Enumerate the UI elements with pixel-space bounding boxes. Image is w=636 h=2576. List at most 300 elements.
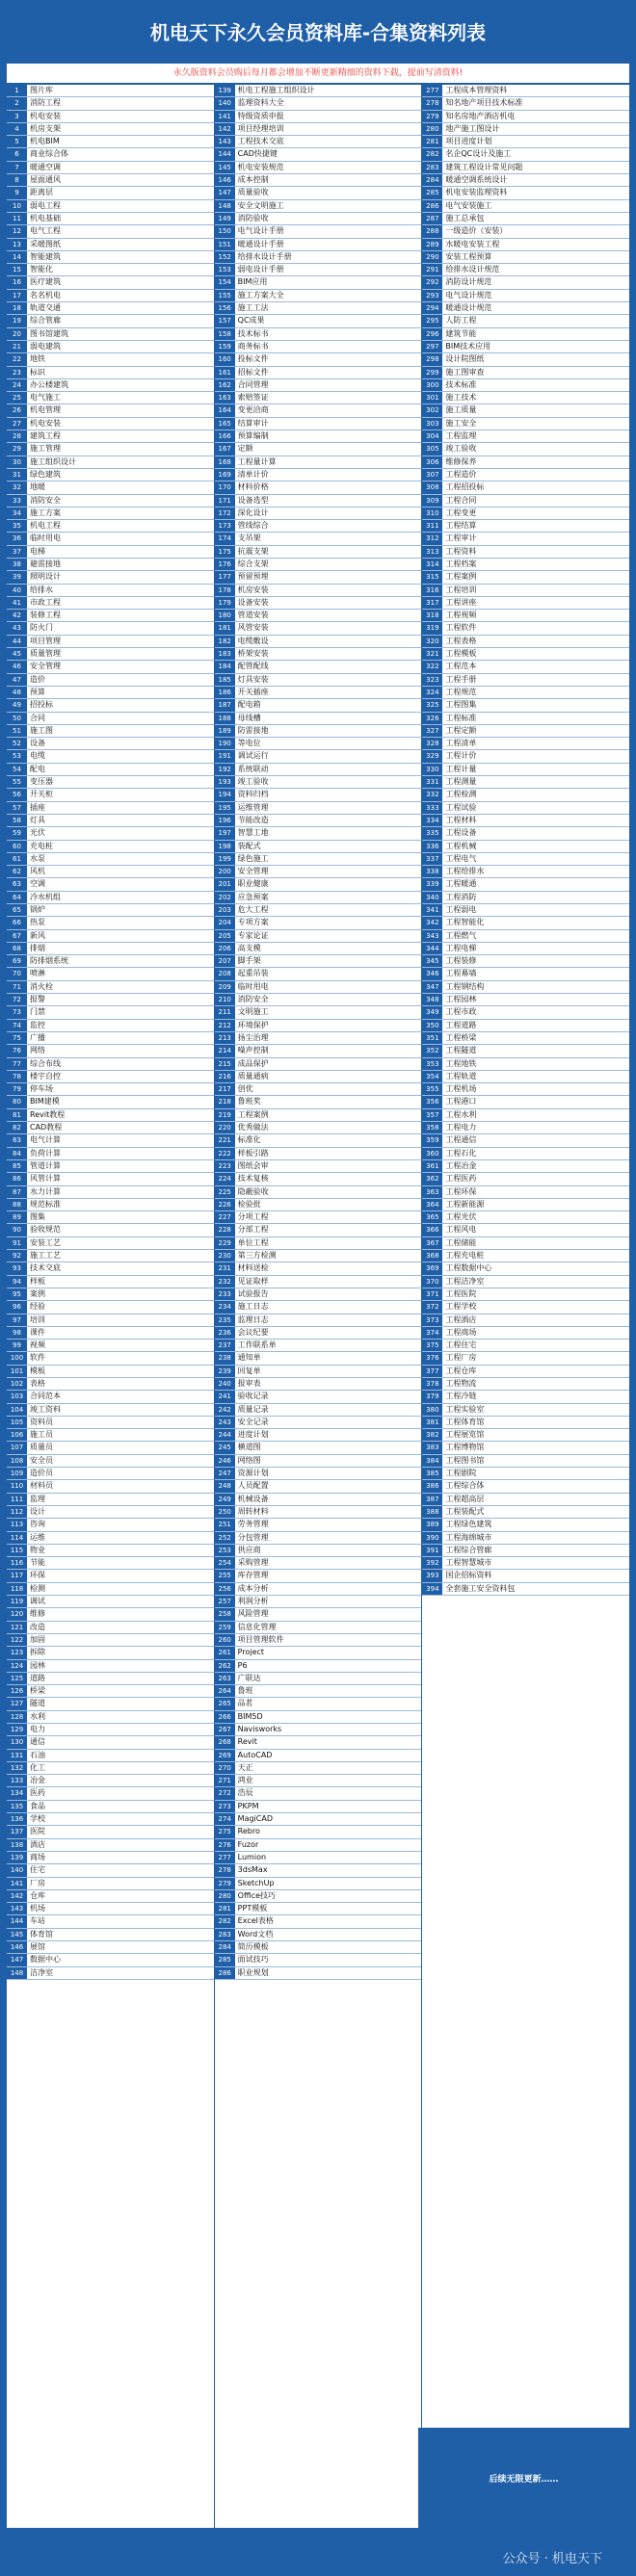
catalog-row — [215, 290, 422, 302]
row-title: 消防工程 — [30, 98, 61, 108]
row-title: 投标文件 — [237, 354, 269, 364]
row-title: 暖通设计规范 — [445, 303, 492, 313]
row-title: 商场 — [30, 1852, 45, 1861]
catalog-row — [7, 1583, 214, 1596]
row-number: 324 — [422, 687, 442, 698]
row-number: 94 — [7, 1276, 27, 1288]
row-title: 一级造价（安装） — [445, 226, 508, 236]
row-number: 126 — [7, 1685, 27, 1697]
row-number: 250 — [215, 1506, 235, 1518]
catalog-row — [422, 597, 629, 610]
catalog-row — [422, 187, 629, 199]
catalog-row — [215, 1532, 422, 1545]
row-number: 293 — [422, 290, 442, 301]
row-number: 191 — [215, 750, 235, 762]
row-number: 77 — [7, 1058, 27, 1070]
row-number: 321 — [422, 648, 442, 660]
row-title: 工程地铁 — [445, 1058, 477, 1068]
catalog-row — [7, 162, 214, 174]
row-number: 70 — [7, 968, 27, 979]
row-title: 临时用电 — [237, 981, 269, 991]
catalog-row — [215, 1852, 422, 1864]
catalog-row — [215, 1570, 422, 1582]
row-title: 建筑工程 — [30, 431, 61, 441]
catalog-row — [7, 251, 214, 264]
row-number: 312 — [422, 533, 442, 544]
row-title: 样板引路 — [237, 1148, 269, 1158]
row-number: 122 — [7, 1634, 27, 1646]
catalog-row — [215, 239, 422, 251]
catalog-row — [422, 725, 629, 738]
catalog-row — [215, 943, 422, 955]
row-title: 工程园林 — [445, 995, 477, 1004]
row-number: 372 — [422, 1301, 442, 1313]
row-number: 278 — [422, 97, 442, 109]
row-number: 264 — [215, 1685, 235, 1697]
row-title: 名名机电 — [30, 290, 61, 299]
row-title: Revit — [237, 1737, 257, 1747]
row-number: 218 — [215, 1096, 235, 1107]
row-number: 227 — [215, 1211, 235, 1223]
row-number: 253 — [215, 1545, 235, 1556]
row-number: 267 — [215, 1724, 235, 1735]
row-number: 199 — [215, 853, 235, 865]
catalog-row — [7, 1276, 214, 1288]
catalog-row — [422, 174, 629, 187]
row-title: 经验 — [30, 1302, 45, 1312]
row-number: 10 — [7, 200, 27, 212]
row-number: 223 — [215, 1160, 235, 1172]
row-title: 监控 — [30, 1020, 45, 1029]
row-title: 工程监理 — [445, 431, 477, 441]
catalog-row — [422, 111, 629, 123]
catalog-row — [215, 1750, 422, 1762]
row-title: 工程通信 — [445, 1135, 477, 1145]
row-title: 办公楼建筑 — [30, 379, 68, 389]
row-title: 软件 — [30, 1353, 45, 1363]
row-number: 210 — [215, 994, 235, 1005]
row-title: 机场 — [30, 1904, 45, 1913]
catalog-row — [215, 571, 422, 584]
catalog-row — [215, 1813, 422, 1826]
catalog-row — [215, 1211, 422, 1224]
row-number: 224 — [215, 1173, 235, 1184]
row-title: Revit教程 — [30, 1109, 66, 1119]
catalog-row — [215, 187, 422, 199]
catalog-row — [215, 661, 422, 673]
catalog-row — [215, 1954, 422, 1966]
row-title: 结算审计 — [237, 418, 269, 428]
catalog-row — [422, 85, 629, 97]
row-number: 386 — [422, 1480, 442, 1492]
row-number: 146 — [215, 174, 235, 186]
catalog-row — [422, 1288, 629, 1301]
catalog-row — [422, 392, 629, 404]
catalog-row — [422, 738, 629, 750]
catalog-row — [7, 239, 214, 251]
row-title: 智能化 — [30, 265, 53, 274]
row-number: 179 — [215, 597, 235, 609]
row-number: 50 — [7, 713, 27, 724]
row-title: 工程综合管廊 — [445, 1545, 492, 1554]
catalog-row — [422, 1468, 629, 1480]
row-title: 维修保养 — [445, 456, 477, 466]
catalog-row — [422, 1122, 629, 1134]
row-title: 专家论证 — [237, 930, 269, 940]
catalog-row — [422, 367, 629, 379]
row-title: 施工工艺 — [30, 1251, 61, 1261]
catalog-row — [422, 328, 629, 341]
row-title: 新风 — [30, 930, 45, 940]
catalog-row — [215, 430, 422, 443]
catalog-row — [215, 328, 422, 341]
row-title: 人防工程 — [445, 316, 477, 325]
catalog-row — [7, 1532, 214, 1545]
row-title: QC成果 — [237, 316, 265, 325]
row-number: 237 — [215, 1340, 235, 1351]
catalog-row — [422, 815, 629, 827]
row-number: 59 — [7, 827, 27, 839]
row-number: 41 — [7, 597, 27, 609]
row-number: 71 — [7, 981, 27, 993]
row-title: 工程变更 — [445, 507, 477, 517]
catalog-row — [215, 1186, 422, 1199]
catalog-row — [215, 1455, 422, 1468]
row-number: 38 — [7, 559, 27, 570]
catalog-row — [7, 225, 214, 238]
row-number: 368 — [422, 1250, 442, 1262]
row-title: 项目管理 — [30, 636, 61, 645]
catalog-row — [7, 1237, 214, 1250]
row-number: 112 — [7, 1506, 27, 1518]
row-title: 分项工程 — [237, 1212, 269, 1222]
row-number: 87 — [7, 1186, 27, 1198]
catalog-row — [7, 1724, 214, 1736]
catalog-row — [7, 367, 214, 379]
catalog-row — [7, 1494, 214, 1506]
catalog-row — [422, 1276, 629, 1288]
row-number: 37 — [7, 546, 27, 558]
row-number: 367 — [422, 1237, 442, 1249]
row-number: 359 — [422, 1134, 442, 1146]
row-title: 深化设计 — [237, 507, 269, 517]
row-number: 177 — [215, 571, 235, 583]
catalog-row — [7, 764, 214, 776]
catalog-row — [7, 315, 214, 327]
catalog-row — [422, 1494, 629, 1506]
row-number: 245 — [215, 1442, 235, 1453]
row-number: 148 — [215, 200, 235, 212]
row-number: 128 — [7, 1711, 27, 1723]
row-title: 配电 — [30, 764, 45, 773]
row-title: 工程范本 — [445, 662, 477, 671]
row-title: 起重吊装 — [237, 969, 269, 978]
row-number: 384 — [422, 1455, 442, 1467]
catalog-row — [215, 559, 422, 571]
row-number: 109 — [7, 1468, 27, 1479]
row-title: 咨询 — [30, 1520, 45, 1529]
catalog-row — [7, 1417, 214, 1429]
row-number: 232 — [215, 1276, 235, 1288]
row-title: 报审表 — [237, 1378, 261, 1388]
row-title: 工程表格 — [445, 636, 477, 645]
row-title: 工程图集 — [445, 700, 477, 710]
row-number: 284 — [215, 1941, 235, 1953]
row-title: 工程水利 — [445, 1109, 477, 1119]
catalog-row — [215, 1276, 422, 1288]
row-title: 给排水设计手册 — [237, 251, 292, 261]
catalog-row — [7, 1224, 214, 1236]
row-number: 319 — [422, 622, 442, 634]
catalog-row — [7, 1173, 214, 1185]
row-title: 工程设备 — [445, 828, 477, 838]
row-title: 质量通病 — [237, 1071, 269, 1080]
row-title: 标识 — [30, 367, 45, 377]
row-title: 供应商 — [237, 1545, 261, 1554]
row-title: 简历模板 — [237, 1942, 269, 1952]
catalog-row — [215, 341, 422, 353]
row-title: 工程石化 — [445, 1148, 477, 1158]
row-number: 36 — [7, 533, 27, 544]
row-title: 水利 — [30, 1711, 45, 1721]
row-title: 危大工程 — [237, 905, 269, 914]
row-number: 336 — [422, 841, 442, 852]
row-title: 网络 — [30, 1046, 45, 1055]
row-number: 44 — [7, 636, 27, 647]
row-title: 第三方检测 — [237, 1251, 277, 1261]
row-title: 文明施工 — [237, 1007, 269, 1017]
row-title: 安装工艺 — [30, 1237, 61, 1247]
row-title: 招投标 — [30, 700, 53, 710]
row-title: 横道图 — [237, 1443, 261, 1452]
row-title: 扬尘治理 — [237, 1032, 269, 1042]
catalog-row — [215, 994, 422, 1006]
row-title: 分包管理 — [237, 1532, 269, 1542]
row-title: 工程学校 — [445, 1302, 477, 1312]
row-number: 342 — [422, 917, 442, 928]
catalog-row — [7, 687, 214, 699]
row-number: 184 — [215, 661, 235, 672]
notice-banner: 永久版资料会员购后每月都会增加不断更新精细的资料下载，提前写清资料! — [7, 64, 629, 83]
catalog-row — [422, 559, 629, 571]
row-title: 资源计划 — [237, 1469, 269, 1478]
row-number: 240 — [215, 1378, 235, 1390]
catalog-row — [7, 776, 214, 789]
row-number: 254 — [215, 1557, 235, 1569]
row-title: 地产施工图设计 — [445, 123, 500, 133]
row-number: 350 — [422, 1020, 442, 1031]
row-number: 151 — [215, 239, 235, 250]
row-title: 暖通空调 — [30, 162, 61, 171]
row-number: 282 — [422, 148, 442, 160]
row-title: 工程洁净室 — [445, 1276, 485, 1286]
catalog-row — [422, 661, 629, 673]
row-number: 169 — [215, 469, 235, 481]
row-number: 330 — [422, 764, 442, 775]
row-title: 造价员 — [30, 1469, 53, 1478]
catalog-row — [215, 1020, 422, 1032]
catalog-row — [7, 674, 214, 687]
catalog-row — [215, 713, 422, 725]
row-title: 高支模 — [237, 943, 261, 952]
row-title: 工程案例 — [445, 572, 477, 582]
row-number: 309 — [422, 495, 442, 507]
catalog-row — [422, 648, 629, 661]
catalog-row — [215, 1698, 422, 1710]
row-number: 343 — [422, 930, 442, 942]
row-number: 90 — [7, 1224, 27, 1236]
row-title: 材料送检 — [237, 1263, 269, 1273]
catalog-row — [215, 610, 422, 622]
row-title: 工程钢结构 — [445, 981, 485, 991]
row-number: 288 — [422, 225, 442, 237]
catalog-row — [215, 1314, 422, 1327]
catalog-row — [422, 1186, 629, 1199]
row-title: 暖通空调系统设计 — [445, 175, 508, 185]
row-number: 379 — [422, 1391, 442, 1402]
row-number: 42 — [7, 610, 27, 621]
row-title: 工程档案 — [445, 559, 477, 568]
row-title: 技术复核 — [237, 1174, 269, 1184]
row-title: 规范标准 — [30, 1199, 61, 1209]
catalog-row — [215, 148, 422, 161]
row-title: 工程电梯 — [445, 943, 477, 952]
catalog-row — [422, 1134, 629, 1147]
catalog-row — [7, 379, 214, 392]
row-number: 52 — [7, 738, 27, 749]
row-title: 机电安装监理资料 — [445, 188, 508, 197]
catalog-row — [422, 379, 629, 392]
row-title: 绿色建筑 — [30, 469, 61, 479]
row-title: 竣工资料 — [30, 1404, 61, 1414]
catalog-row — [422, 533, 629, 545]
row-title: 工程案例 — [237, 1109, 269, 1119]
row-number: 315 — [422, 571, 442, 583]
row-title: 消防设计规范 — [445, 277, 492, 287]
catalog-row — [422, 968, 629, 980]
row-title: 采购管理 — [237, 1558, 269, 1568]
catalog-row — [422, 878, 629, 891]
row-title: 通信 — [30, 1737, 45, 1747]
catalog-row — [422, 302, 629, 315]
catalog-row — [422, 841, 629, 853]
catalog-row — [215, 1801, 422, 1813]
row-number: 188 — [215, 713, 235, 724]
row-title: 招标文件 — [237, 367, 269, 377]
row-number: 156 — [215, 302, 235, 314]
row-title: BIM建模 — [30, 1097, 60, 1106]
catalog-row — [215, 1480, 422, 1493]
catalog-row — [7, 878, 214, 891]
row-number: 333 — [422, 802, 442, 814]
catalog-row — [422, 481, 629, 494]
row-number: 28 — [7, 430, 27, 442]
row-title: 应急预案 — [237, 892, 269, 901]
row-title: CAD教程 — [30, 1123, 63, 1132]
row-title: 工程机械 — [445, 841, 477, 850]
row-title: 消火栓 — [30, 981, 53, 991]
row-number: 352 — [422, 1045, 442, 1056]
row-title: 工程装配式 — [445, 1506, 485, 1516]
row-number: 363 — [422, 1186, 442, 1198]
catalog-row — [422, 610, 629, 622]
row-number: 130 — [7, 1736, 27, 1748]
row-title: 图书馆建筑 — [30, 328, 68, 338]
row-title: 工程机场 — [445, 1084, 477, 1094]
catalog-row — [215, 981, 422, 994]
catalog-row — [422, 546, 629, 559]
row-title: 工程剧院 — [445, 1469, 477, 1478]
row-number: 329 — [422, 750, 442, 762]
catalog-row — [215, 1327, 422, 1340]
row-title: 风管安装 — [237, 623, 269, 633]
row-number: 296 — [422, 328, 442, 340]
catalog-row — [422, 1096, 629, 1108]
row-number: 12 — [7, 225, 27, 237]
row-number: 93 — [7, 1262, 27, 1274]
row-title: 节能改造 — [237, 815, 269, 824]
row-title: 灯具安装 — [237, 674, 269, 684]
row-title: 医院 — [30, 1827, 45, 1836]
catalog-row — [422, 200, 629, 213]
row-number: 242 — [215, 1404, 235, 1416]
catalog-row — [215, 1148, 422, 1160]
row-number: 171 — [215, 495, 235, 507]
row-title: 防火门 — [30, 623, 53, 633]
row-title: 安全管理 — [30, 662, 61, 671]
row-title: 机房支架 — [30, 123, 61, 133]
row-title: 加固 — [30, 1634, 45, 1644]
catalog-row — [215, 904, 422, 917]
row-number: 355 — [422, 1083, 442, 1095]
row-title: Rebro — [237, 1827, 260, 1836]
catalog-row — [215, 1109, 422, 1122]
catalog-row — [422, 507, 629, 520]
row-number: 283 — [215, 1929, 235, 1940]
row-number: 251 — [215, 1519, 235, 1530]
row-title: 劳务管理 — [237, 1520, 269, 1529]
row-title: 工程资料 — [445, 546, 477, 556]
row-number: 137 — [7, 1826, 27, 1837]
row-number: 276 — [215, 1839, 235, 1851]
row-title: 人员配置 — [237, 1481, 269, 1491]
catalog-row — [7, 930, 214, 943]
row-number: 140 — [7, 1864, 27, 1876]
row-number: 162 — [215, 379, 235, 391]
row-number: 200 — [215, 866, 235, 877]
row-title: Project — [237, 1648, 265, 1657]
row-number: 150 — [215, 225, 235, 237]
catalog-row — [7, 546, 214, 559]
catalog-row — [215, 213, 422, 225]
catalog-row — [215, 276, 422, 289]
catalog-row — [422, 1173, 629, 1185]
row-title: 酒店 — [30, 1839, 45, 1849]
catalog-row — [215, 699, 422, 712]
row-number: 374 — [422, 1327, 442, 1339]
row-number: 45 — [7, 648, 27, 660]
catalog-row — [422, 1429, 629, 1442]
row-number: 74 — [7, 1020, 27, 1031]
row-title: BIM技术应用 — [445, 341, 491, 351]
row-title: 洁净室 — [30, 1967, 53, 1977]
row-title: 机电管理 — [30, 405, 61, 415]
row-number: 110 — [7, 1480, 27, 1492]
row-number: 79 — [7, 1083, 27, 1095]
row-title: 面试技巧 — [237, 1955, 269, 1965]
row-number: 181 — [215, 622, 235, 634]
row-number: 301 — [422, 392, 442, 403]
